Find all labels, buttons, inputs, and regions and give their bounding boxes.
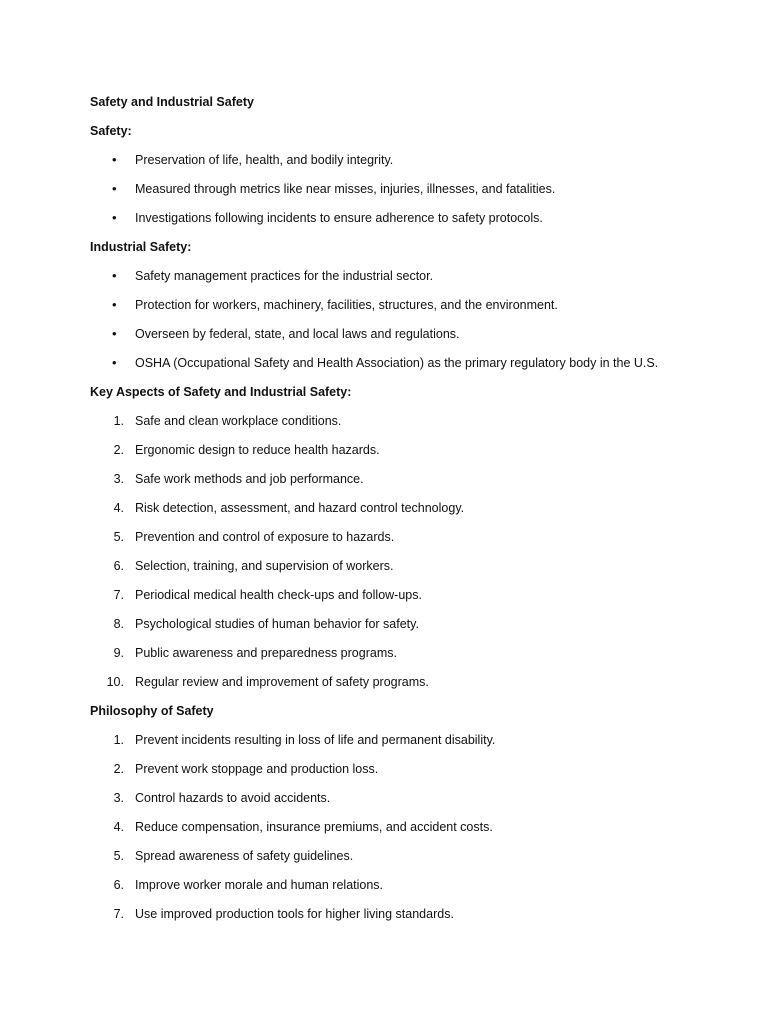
bullet-list-item bbox=[90, 150, 730, 179]
numbered-list-item bbox=[90, 411, 730, 440]
list-number: 1. bbox=[113, 733, 124, 747]
section-heading: Industrial Safety: bbox=[90, 240, 192, 254]
list-item-text: Improve worker morale and human relations. bbox=[135, 878, 384, 892]
list-item-text: Safe work methods and job performance. bbox=[135, 472, 364, 486]
numbered-list-item bbox=[90, 440, 730, 469]
bullet-icon: • bbox=[112, 268, 117, 283]
list-number: 5. bbox=[113, 849, 124, 863]
bullet-icon: • bbox=[112, 210, 117, 225]
list-number: 3. bbox=[113, 472, 124, 486]
numbered-list-item bbox=[90, 556, 730, 585]
list-item-text: Safety management practices for the industrial sector. bbox=[135, 269, 434, 283]
list-number: 4. bbox=[113, 501, 124, 515]
list-item-text: Measured through metrics like near misses, injuries, illnesses, and fatalities. bbox=[135, 182, 556, 196]
section-heading: Key Aspects of Safety and Industrial Safety: bbox=[90, 385, 352, 399]
list-item-text: Spread awareness of safety guidelines. bbox=[135, 849, 354, 863]
list-number: 7. bbox=[113, 588, 124, 602]
list-item-text: Prevention and control of exposure to hazards. bbox=[135, 530, 395, 544]
document-title: Safety and Industrial Safety bbox=[90, 95, 254, 109]
numbered-list-item bbox=[90, 730, 730, 759]
list-item-text: Ergonomic design to reduce health hazards. bbox=[135, 443, 380, 457]
list-item-text: OSHA (Occupational Safety and Health Association) as the primary regulatory body in the U.S. bbox=[135, 356, 659, 370]
bullet-list-item bbox=[90, 353, 730, 382]
numbered-list-item bbox=[90, 643, 730, 672]
numbered-list-item bbox=[90, 759, 730, 788]
numbered-list-item bbox=[90, 498, 730, 527]
list-item-text: Periodical medical health check-ups and follow-ups. bbox=[135, 588, 422, 602]
bullet-list-item bbox=[90, 266, 730, 295]
list-number: 7. bbox=[113, 907, 124, 921]
bullet-list-item bbox=[90, 179, 730, 208]
numbered-list-item bbox=[90, 614, 730, 643]
list-number: 6. bbox=[113, 559, 124, 573]
list-number: 8. bbox=[113, 617, 124, 631]
numbered-list-item bbox=[90, 817, 730, 846]
list-item-text: Regular review and improvement of safety programs. bbox=[135, 675, 429, 689]
list-item-text: Control hazards to avoid accidents. bbox=[135, 791, 331, 805]
list-number: 3. bbox=[113, 791, 124, 805]
list-item-text: Prevent incidents resulting in loss of life and permanent disability. bbox=[135, 733, 496, 747]
numbered-list-item bbox=[90, 585, 730, 614]
list-number: 4. bbox=[113, 820, 124, 834]
numbered-list-item bbox=[90, 846, 730, 875]
list-item-text: Selection, training, and supervision of workers. bbox=[135, 559, 394, 573]
document-body bbox=[90, 92, 730, 933]
list-number: 2. bbox=[113, 762, 124, 776]
numbered-list-item bbox=[90, 904, 730, 933]
bullet-list-item bbox=[90, 208, 730, 237]
bullet-icon: • bbox=[112, 326, 117, 341]
list-number: 5. bbox=[113, 530, 124, 544]
list-item-text: Psychological studies of human behavior for safety. bbox=[135, 617, 419, 631]
bullet-icon: • bbox=[112, 181, 117, 196]
list-number: 9. bbox=[113, 646, 124, 660]
numbered-list-item bbox=[90, 672, 730, 701]
list-item-text: Risk detection, assessment, and hazard control technology. bbox=[135, 501, 465, 515]
list-item-text: Safe and clean workplace conditions. bbox=[135, 414, 342, 428]
list-number: 6. bbox=[113, 878, 124, 892]
list-item-text: Use improved production tools for higher living standards. bbox=[135, 907, 454, 921]
numbered-list-item bbox=[90, 875, 730, 904]
bullet-list-item bbox=[90, 295, 730, 324]
list-item-text: Prevent work stoppage and production loss. bbox=[135, 762, 379, 776]
list-number: 1. bbox=[113, 414, 124, 428]
list-item-text: Protection for workers, machinery, facilities, structures, and the environment. bbox=[135, 298, 558, 312]
section-heading: Philosophy of Safety bbox=[90, 704, 214, 718]
list-item-text: Overseen by federal, state, and local laws and regulations. bbox=[135, 327, 460, 341]
section-heading: Safety: bbox=[90, 124, 132, 138]
list-number: 10. bbox=[106, 675, 124, 689]
bullet-icon: • bbox=[112, 297, 117, 312]
list-number: 2. bbox=[113, 443, 124, 457]
numbered-list-item bbox=[90, 527, 730, 556]
numbered-list-item bbox=[90, 788, 730, 817]
list-item-text: Investigations following incidents to ensure adherence to safety protocols. bbox=[135, 211, 543, 225]
numbered-list-item bbox=[90, 469, 730, 498]
bullet-list-item bbox=[90, 324, 730, 353]
list-item-text: Reduce compensation, insurance premiums, and accident costs. bbox=[135, 820, 493, 834]
list-item-text: Public awareness and preparedness programs. bbox=[135, 646, 397, 660]
bullet-icon: • bbox=[112, 152, 117, 167]
list-item-text: Preservation of life, health, and bodily integrity. bbox=[135, 153, 394, 167]
bullet-icon: • bbox=[112, 355, 117, 370]
